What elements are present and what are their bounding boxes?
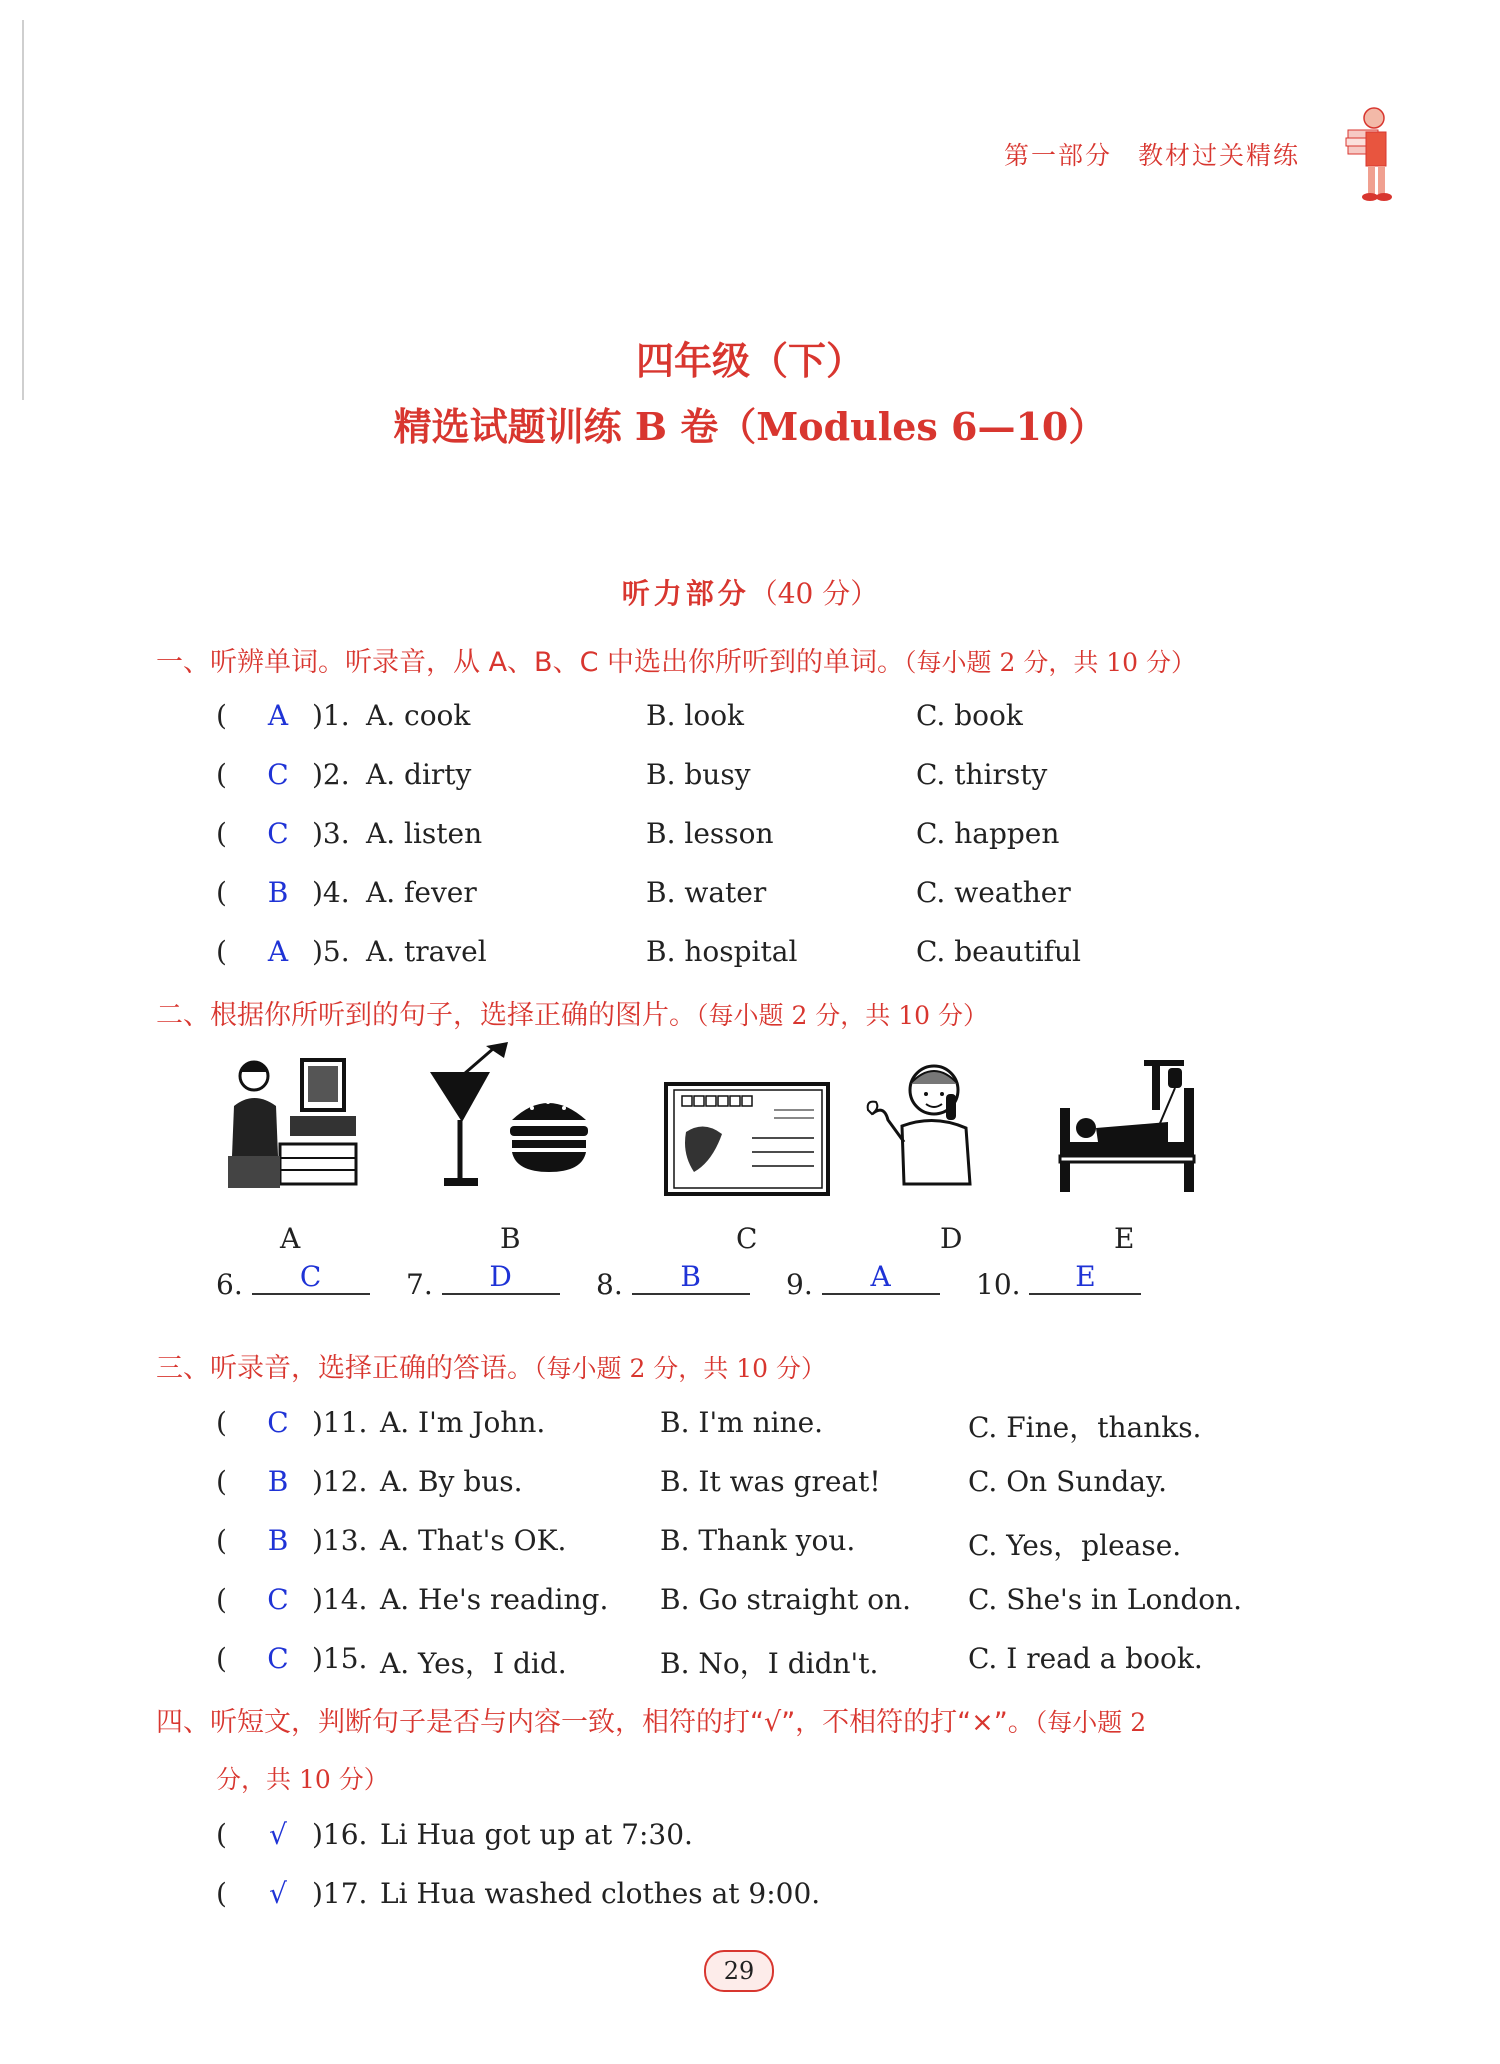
option-b: B. No，I didn't.	[660, 1647, 879, 1680]
mascot-icon	[1340, 104, 1400, 204]
statement: Li Hua got up at 7:30.	[380, 1818, 693, 1851]
question-row: ( B )13. A. That's OK. B. Thank you. C. Yes，please.	[216, 1524, 1182, 1562]
section1-points: （每小题 2 分，共 10 分）	[904, 648, 1197, 677]
statement: Li Hua washed clothes at 9:00.	[380, 1877, 821, 1910]
question-number: )17.	[312, 1877, 368, 1910]
option-a: A. travel	[366, 935, 487, 968]
blank-10: 10. E	[976, 1268, 1141, 1303]
option-a: A. Yes，I did.	[380, 1647, 567, 1680]
option-c: C. She's in London.	[968, 1583, 1243, 1616]
answer: C	[267, 758, 289, 791]
section4-heading	[156, 1700, 1146, 1739]
page-number: 29	[704, 1950, 774, 1992]
answer: √	[269, 1877, 287, 1910]
option-c: C. thirsty	[916, 758, 1048, 791]
question-number: )4.	[312, 876, 350, 909]
question-number: )1.	[312, 699, 350, 732]
option-c: C. Fine，thanks.	[968, 1411, 1202, 1444]
hospital-bed-icon	[1058, 1058, 1196, 1194]
answer: D	[442, 1260, 560, 1295]
listening-points: （40 分）	[749, 577, 879, 610]
option-b: B. It was great!	[660, 1465, 881, 1498]
answer: B	[267, 1524, 289, 1557]
question-row: ( C )14. A. He's reading. B. Go straight on. C. She's in London.	[216, 1583, 1243, 1616]
running-header	[1004, 136, 1300, 172]
question-row: ( B )4. A. fever B. water C. weather	[216, 876, 1071, 909]
option-a: A. cook	[366, 699, 471, 732]
option-a: A. He's reading.	[380, 1583, 609, 1616]
page-title-grade: 四年级（下）	[635, 338, 864, 383]
option-b: B. Go straight on.	[660, 1583, 912, 1616]
question-row: ( √ )16. Li Hua got up at 7:30.	[216, 1818, 693, 1851]
answer: A	[267, 935, 289, 968]
section2-points: （每小题 2 分，共 10 分）	[696, 1001, 989, 1030]
option-c: C. beautiful	[916, 935, 1082, 968]
listening-label: 听力部分	[621, 577, 750, 610]
picture-label-a: A	[280, 1222, 301, 1255]
section2-title: 二、根据你所听到的句子，选择正确的图片。	[156, 1000, 696, 1031]
answer: E	[1029, 1260, 1141, 1295]
header-part: 第一部分	[1003, 141, 1112, 170]
section2-heading	[156, 993, 988, 1032]
question-row: ( C )11. A. I'm John. B. I'm nine. C. Fine，thanks.	[216, 1406, 1202, 1444]
option-b: B. Thank you.	[660, 1524, 856, 1557]
option-a: A. By bus.	[380, 1465, 523, 1498]
option-c: C. On Sunday.	[968, 1465, 1167, 1498]
option-b: B. look	[646, 699, 745, 732]
picture-label-e: E	[1114, 1222, 1135, 1255]
question-number: )16.	[312, 1818, 368, 1851]
question-number: )11.	[312, 1406, 368, 1439]
blank-6: 6. C	[216, 1268, 370, 1303]
section1-title: 一、听辨单词。听录音，从 A、B、C 中选出你所听到的单词。	[156, 647, 905, 678]
option-c: C. Yes，please.	[968, 1529, 1182, 1562]
option-b: B. hospital	[646, 935, 798, 968]
option-b: B. water	[646, 876, 767, 909]
answer: C	[267, 1406, 289, 1439]
blank-8: 8. B	[596, 1268, 750, 1303]
option-b: B. lesson	[646, 817, 774, 850]
option-b: B. busy	[646, 758, 751, 791]
boy-phone-icon	[864, 1054, 984, 1194]
section4-points-cont: 分，共 10 分）	[216, 1765, 389, 1794]
answer: B	[267, 876, 289, 909]
section3-heading	[156, 1346, 826, 1385]
option-a: A. fever	[366, 876, 477, 909]
question-number: )5.	[312, 935, 350, 968]
question-number: )14.	[312, 1583, 368, 1616]
answer: B	[632, 1260, 750, 1295]
question-number: )2.	[312, 758, 350, 791]
section4-heading-cont	[216, 1760, 389, 1796]
answer: B	[267, 1465, 289, 1498]
header-section: 教材过关精练	[1137, 141, 1300, 170]
section1-heading	[156, 640, 1196, 679]
section4-title: 四、听短文，判断句子是否与内容一致，相符的打“√”，不相符的打“×”。	[156, 1707, 1035, 1738]
answer: C	[267, 817, 289, 850]
section3-points: （每小题 2 分，共 10 分）	[534, 1354, 827, 1383]
answer: √	[269, 1818, 287, 1851]
question-row: ( A )1. A. cook B. look C. book	[216, 699, 1023, 732]
drink-burger-icon	[424, 1042, 592, 1194]
postcard-icon	[664, 1082, 830, 1196]
question-row: ( √ )17. Li Hua washed clothes at 9:00.	[216, 1877, 821, 1910]
page-title-subtitle: 精选试题训练 B 卷（Modules 6—10）	[393, 404, 1107, 449]
option-c: C. weather	[916, 876, 1071, 909]
question-number: )15.	[312, 1642, 368, 1675]
picture-label-b: B	[500, 1222, 521, 1255]
question-row: ( C )3. A. listen B. lesson C. happen	[216, 817, 1060, 850]
answer: C	[252, 1260, 370, 1295]
option-c: C. happen	[916, 817, 1060, 850]
question-row: ( C )15. A. Yes，I did. B. No，I didn't. C. I read a book.	[216, 1642, 1203, 1680]
question-row: ( A )5. A. travel B. hospital C. beautiful	[216, 935, 1082, 968]
option-b: B. I'm nine.	[660, 1406, 824, 1439]
section3-title: 三、听录音，选择正确的答语。	[156, 1353, 534, 1384]
picture-label-c: C	[736, 1222, 758, 1255]
option-c: C. I read a book.	[968, 1642, 1203, 1675]
boy-computer-icon	[224, 1046, 358, 1196]
question-number: )3.	[312, 817, 350, 850]
question-row: ( C )2. A. dirty B. busy C. thirsty	[216, 758, 1048, 791]
section4-points: （每小题 2	[1034, 1708, 1147, 1737]
answer: C	[267, 1642, 289, 1675]
option-a: A. dirty	[366, 758, 472, 791]
listening-heading	[0, 572, 1500, 612]
question-number: )12.	[312, 1465, 368, 1498]
blank-9: 9. A	[786, 1268, 940, 1303]
question-number: )13.	[312, 1524, 368, 1557]
question-row: ( B )12. A. By bus. B. It was great! C. On Sunday.	[216, 1465, 1167, 1498]
answer: A	[822, 1260, 940, 1295]
option-c: C. book	[916, 699, 1023, 732]
answer: C	[267, 1583, 289, 1616]
picture-label-d: D	[940, 1222, 963, 1255]
option-a: A. That's OK.	[380, 1524, 567, 1557]
option-a: A. listen	[366, 817, 483, 850]
answer: A	[267, 699, 289, 732]
option-a: A. I'm John.	[380, 1406, 546, 1439]
blank-7: 7. D	[406, 1268, 560, 1303]
